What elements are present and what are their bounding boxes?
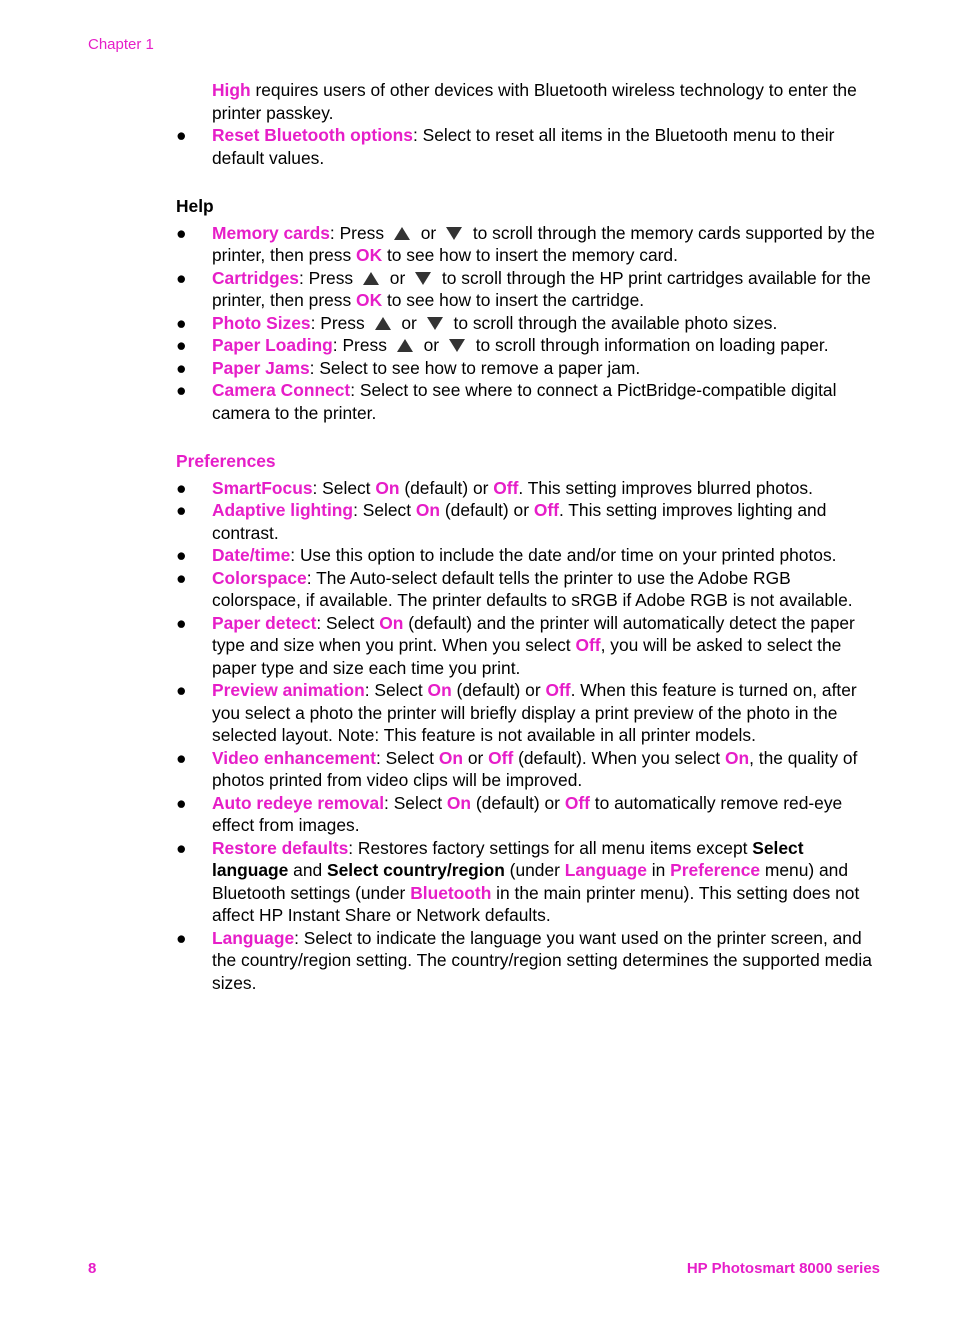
paper-jams-term: Paper Jams <box>212 357 310 378</box>
on-label: On <box>724 747 750 768</box>
restore-text-2: and <box>288 860 328 880</box>
smartfocus-text-2: (default) or <box>399 477 494 498</box>
list-item-paper-jams <box>176 357 876 380</box>
down-arrow-icon <box>415 272 431 285</box>
colorspace-term: Colorspace <box>212 567 307 588</box>
redeye-text-2: (default) or <box>471 792 565 813</box>
or-text: or <box>418 335 444 355</box>
colorspace-text: : The Auto-select default tells the printer to use the Adobe RGB colorspace, if available. The printer defaults to sRGB if Adobe RGB is not available. <box>212 567 853 610</box>
restore-text-1: : Restores factory settings for all menu items except <box>348 837 753 858</box>
ok-button-label: OK <box>356 245 383 265</box>
off-label: Off <box>564 792 590 813</box>
video-text-1: : Select <box>375 747 439 768</box>
up-arrow-icon <box>394 227 410 240</box>
paper-loading-text: to scroll through information on loading paper. <box>470 335 829 355</box>
bluetooth-list <box>176 124 876 169</box>
press-text: : Press <box>310 312 370 333</box>
down-arrow-icon <box>446 227 462 240</box>
bullet: ● <box>176 312 187 333</box>
list-item-video-enhancement <box>176 747 876 792</box>
list-item-colorspace <box>176 567 876 612</box>
paper-jams-text: : Select to see how to remove a paper jam. <box>309 357 641 378</box>
paper-loading-term: Paper Loading <box>212 335 333 355</box>
product-name: HP Photosmart 8000 series <box>686 1260 880 1277</box>
bullet: ● <box>176 680 187 700</box>
preview-animation-term: Preview animation <box>212 680 365 700</box>
off-label: Off <box>493 477 519 498</box>
cartridges-term: Cartridges <box>212 267 299 288</box>
date-time-text: : Use this option to include the date and/or time on your printed photos. <box>290 545 837 565</box>
on-label: On <box>446 792 472 813</box>
off-label: Off <box>575 635 601 655</box>
list-item-photo-sizes <box>176 312 876 335</box>
press-text: : Press <box>298 267 358 288</box>
list-item-restore-defaults <box>176 837 876 927</box>
bullet: ● <box>176 545 187 565</box>
bullet: ● <box>176 380 187 400</box>
down-arrow-icon <box>427 317 443 330</box>
up-arrow-icon <box>397 339 413 352</box>
preview-text-1: : Select <box>364 680 428 700</box>
restore-text-5: menu) and Bluetooth settings (under <box>212 860 849 903</box>
reset-bluetooth-text: : Select to reset all items in the Bluetooth menu to their default values. <box>212 125 835 168</box>
redeye-text-3: to automatically remove red-eye effect from images. <box>212 792 843 835</box>
video-enhancement-term: Video enhancement <box>212 747 376 768</box>
video-text-3: (default). When you select <box>513 747 725 768</box>
list-item-preview-animation <box>176 679 876 747</box>
on-label: On <box>427 680 452 700</box>
restore-text-4: in <box>646 860 671 880</box>
preferences-heading: Preferences <box>176 451 276 471</box>
bullet: ● <box>176 567 187 588</box>
adaptive-lighting-term: Adaptive lighting <box>212 500 354 520</box>
bullet: ● <box>176 837 187 858</box>
list-item-reset-bluetooth <box>176 124 876 169</box>
preview-text-2: (default) or <box>451 680 546 700</box>
bullet: ● <box>176 222 187 243</box>
list-item-date-time <box>176 544 876 567</box>
list-item-smartfocus <box>176 477 876 500</box>
cartridges-text-2: to see how to insert the cartridge. <box>382 290 645 310</box>
list-item-paper-detect <box>176 612 876 680</box>
press-text: : Press <box>332 335 392 355</box>
page-content <box>176 79 876 994</box>
high-term: High <box>212 80 251 100</box>
bullet: ● <box>176 612 187 633</box>
select-language-label: Select language <box>212 837 804 880</box>
down-arrow-icon <box>449 339 465 352</box>
help-heading: Help <box>176 196 214 216</box>
video-text-4: , the quality of photos printed from video clips will be improved. <box>212 747 858 790</box>
language-term: Language <box>212 927 295 948</box>
on-label: On <box>375 477 400 498</box>
bullet: ● <box>176 335 187 355</box>
or-text: or <box>384 267 411 288</box>
paper-detect-text-2: (default) and the printer will automatically detect the paper type and size when you print. When you select <box>212 612 855 655</box>
or-text: or <box>415 222 442 243</box>
ok-button-label: OK <box>356 290 383 310</box>
list-item-paper-loading <box>176 334 876 357</box>
select-country-region-label: Select country/region <box>327 860 505 880</box>
restore-text-3: (under <box>504 860 565 880</box>
bullet: ● <box>176 125 187 145</box>
high-passkey-paragraph <box>212 79 876 124</box>
adaptive-text-1: : Select <box>353 500 416 520</box>
off-label: Off <box>533 500 559 520</box>
or-text: or <box>396 312 422 333</box>
memory-cards-term: Memory cards <box>212 222 330 243</box>
memory-cards-text-1: to scroll through the memory cards supported by the printer, then press <box>212 222 875 265</box>
auto-redeye-term: Auto redeye removal <box>212 792 385 813</box>
list-item-memory-cards <box>176 222 876 267</box>
on-label: On <box>438 747 463 768</box>
list-item-camera-connect <box>176 379 876 424</box>
chapter-header: Chapter 1 <box>88 36 154 53</box>
list-item-adaptive-lighting <box>176 499 876 544</box>
list-item-language <box>176 927 876 995</box>
on-label: On <box>379 612 404 633</box>
paper-detect-text-1: : Select <box>316 612 380 633</box>
language-menu-label: Language <box>564 860 647 880</box>
photo-sizes-text: to scroll through the available photo sizes. <box>448 312 778 333</box>
video-text-2: or <box>462 747 489 768</box>
memory-cards-text-2: to see how to insert the memory card. <box>382 245 678 265</box>
up-arrow-icon <box>363 272 379 285</box>
bluetooth-menu-label: Bluetooth <box>410 882 492 903</box>
list-item-auto-redeye <box>176 792 876 837</box>
high-text: requires users of other devices with Bluetooth wireless technology to enter the printer passkey. <box>212 80 857 123</box>
off-label: Off <box>488 747 514 768</box>
camera-connect-text: : Select to see where to connect a PictBridge-compatible digital camera to the printer. <box>212 380 837 423</box>
smartfocus-text-3: . This setting improves blurred photos. <box>518 477 813 498</box>
photo-sizes-term: Photo Sizes <box>212 312 311 333</box>
up-arrow-icon <box>375 317 391 330</box>
paper-detect-term: Paper detect <box>212 612 317 633</box>
list-item-cartridges <box>176 267 876 312</box>
preferences-list <box>176 477 876 995</box>
date-time-term: Date/time <box>212 545 291 565</box>
restore-defaults-term: Restore defaults <box>212 837 349 858</box>
language-text: : Select to indicate the language you want used on the printer screen, and the country/region setting. The country/region setting determines the supported media sizes. <box>212 927 872 993</box>
preview-text-3: . When this feature is turned on, after you select a photo the printer will briefly display a print preview of the photo in the selected layout. Note: This feature is not available in all printer models. <box>212 680 857 745</box>
restore-text-6: in the main printer menu). This setting does not affect HP Instant Share or Network defaults. <box>212 882 860 925</box>
smartfocus-term: SmartFocus <box>212 477 313 498</box>
camera-connect-term: Camera Connect <box>212 380 351 400</box>
preference-menu-label: Preference <box>670 860 761 880</box>
press-text: : Press <box>329 222 389 243</box>
bullet: ● <box>176 747 187 768</box>
bullet: ● <box>176 357 187 378</box>
bullet: ● <box>176 500 187 520</box>
bullet: ● <box>176 477 187 498</box>
page-number: 8 <box>88 1260 97 1277</box>
redeye-text-1: : Select <box>384 792 447 813</box>
bullet: ● <box>176 927 187 948</box>
off-label: Off <box>545 680 571 700</box>
paper-detect-text-3: , you will be asked to select the paper type and size each time you print. <box>212 635 842 678</box>
smartfocus-text-1: : Select <box>312 477 376 498</box>
bullet: ● <box>176 267 187 288</box>
on-label: On <box>415 500 441 520</box>
reset-bluetooth-term: Reset Bluetooth options <box>212 125 413 145</box>
bullet: ● <box>176 792 187 813</box>
adaptive-text-3: . This setting improves lighting and contrast. <box>212 500 827 543</box>
help-list <box>176 222 876 425</box>
adaptive-text-2: (default) or <box>440 500 534 520</box>
cartridges-text-1: to scroll through the HP print cartridges available for the printer, then press <box>212 267 871 310</box>
